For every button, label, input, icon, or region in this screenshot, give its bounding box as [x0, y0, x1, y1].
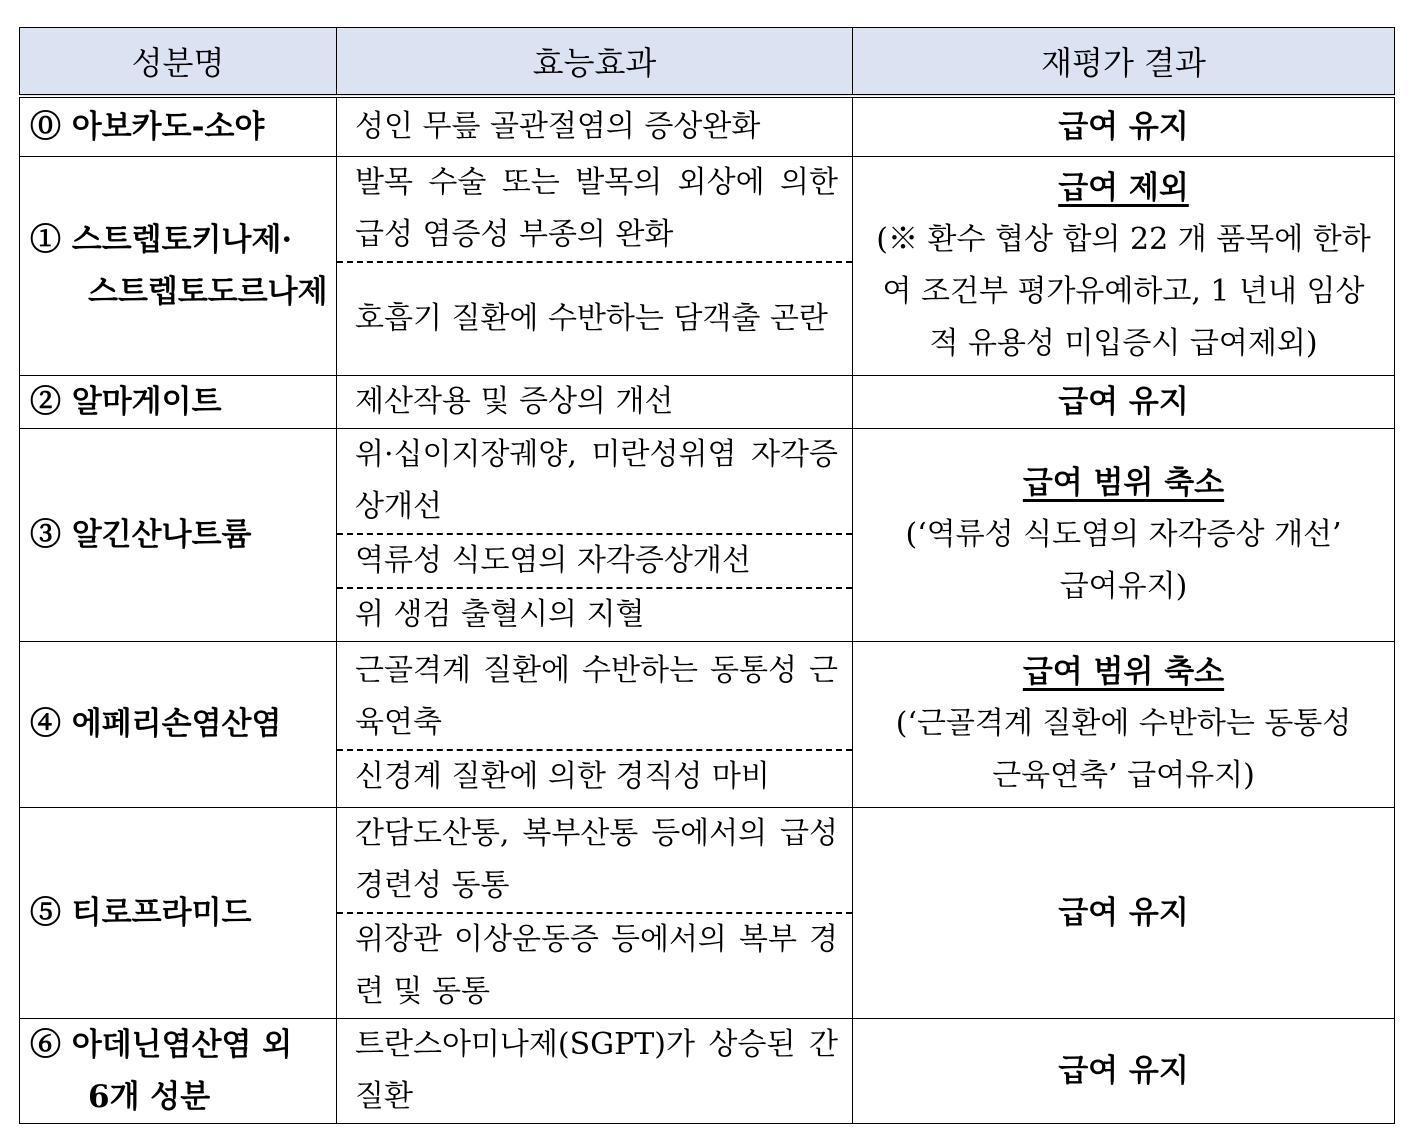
result-cell: [853, 807, 1395, 1018]
efficacy-item: 성인 무릎 골관절염의 증상완화: [355, 108, 761, 144]
header-efficacy: 효능효과: [337, 28, 853, 97]
table-row: [20, 96, 1395, 156]
efficacy-cell: [337, 1018, 853, 1123]
table-row: [20, 641, 1395, 807]
table-row: [20, 375, 1395, 428]
table-row: [20, 807, 1395, 1018]
ingredient-name: ① 스트렙토키나제· 스트렙토도르나제: [20, 156, 337, 375]
efficacy-cell: [337, 156, 853, 375]
efficacy-item: 호흡기 질환에 수반하는 담객출 곤란: [337, 261, 852, 375]
result-note: (※ 환수 협상 합의 22 개 품목에 한하여 조건부 평가유예하고, 1 년내 임상적 유용성 미입증시 급여제외): [876, 221, 1371, 361]
table-row: [20, 1018, 1395, 1123]
efficacy-cell: [337, 375, 853, 428]
result-cell: [853, 375, 1395, 428]
ingredient-name: ⑤ 티로프라미드: [20, 807, 337, 1018]
result-note: (‘역류성 식도염의 자각증상 개선’ 급여유지): [905, 516, 1342, 604]
efficacy-item: 제산작용 및 증상의 개선: [355, 383, 674, 419]
efficacy-cell: [337, 96, 853, 156]
result-cell: [853, 96, 1395, 156]
result-cell: [853, 156, 1395, 375]
header-row: [20, 28, 1395, 97]
result-main: 급여 범위 축소: [1022, 464, 1225, 501]
efficacy-item: 트란스아미나제(SGPT)가 상승된 간질환: [355, 1026, 838, 1114]
table-row: [20, 428, 1395, 641]
efficacy-item: 위장관 이상운동증 등에서의 복부 경련 및 동통: [337, 912, 852, 1018]
efficacy-cell: [337, 428, 853, 641]
efficacy-item: 간담도산통, 복부산통 등에서의 급성 경련성 동통: [355, 815, 838, 903]
header-ingredient: 성분명: [20, 28, 337, 97]
efficacy-cell: [337, 641, 853, 807]
efficacy-item: 발목 수술 또는 발목의 외상에 의한 급성 염증성 부종의 완화: [355, 164, 838, 252]
result-main: 급여 유지: [1058, 894, 1189, 931]
drug-reevaluation-table: [19, 27, 1395, 1124]
result-main: 급여 제외: [1058, 169, 1189, 206]
ingredient-name: ⓪ 아보카도-소야: [20, 96, 337, 156]
efficacy-item: 신경계 질환에 의한 경직성 마비: [337, 749, 852, 803]
result-main: 급여 유지: [1058, 108, 1189, 145]
result-main: 급여 유지: [1058, 1052, 1189, 1089]
header-result: 재평가 결과: [853, 28, 1395, 97]
result-cell: [853, 1018, 1395, 1123]
ingredient-name: ④ 에페리손염산염: [20, 641, 337, 807]
efficacy-item: 위·십이지장궤양, 미란성위염 자각증상개선: [355, 436, 838, 524]
result-main: 급여 유지: [1058, 383, 1189, 420]
efficacy-item: 역류성 식도염의 자각증상개선: [337, 533, 852, 587]
efficacy-item: 위 생검 출혈시의 지혈: [337, 587, 852, 641]
efficacy-cell: [337, 807, 853, 1018]
table-row: [20, 156, 1395, 375]
result-main: 급여 범위 축소: [1022, 654, 1225, 690]
ingredient-name: ② 알마게이트: [20, 375, 337, 428]
efficacy-item: 근골격계 질환에 수반하는 동통성 근육연축: [355, 653, 838, 740]
ingredient-name: ⑥ 아데닌염산염 외 6개 성분: [20, 1018, 337, 1123]
result-note: (‘근골격계 질환에 수반하는 동통성 근육연축’ 급여유지): [895, 706, 1352, 793]
result-cell: [853, 641, 1395, 807]
result-cell: [853, 428, 1395, 641]
ingredient-name: ③ 알긴산나트륨: [20, 428, 337, 641]
